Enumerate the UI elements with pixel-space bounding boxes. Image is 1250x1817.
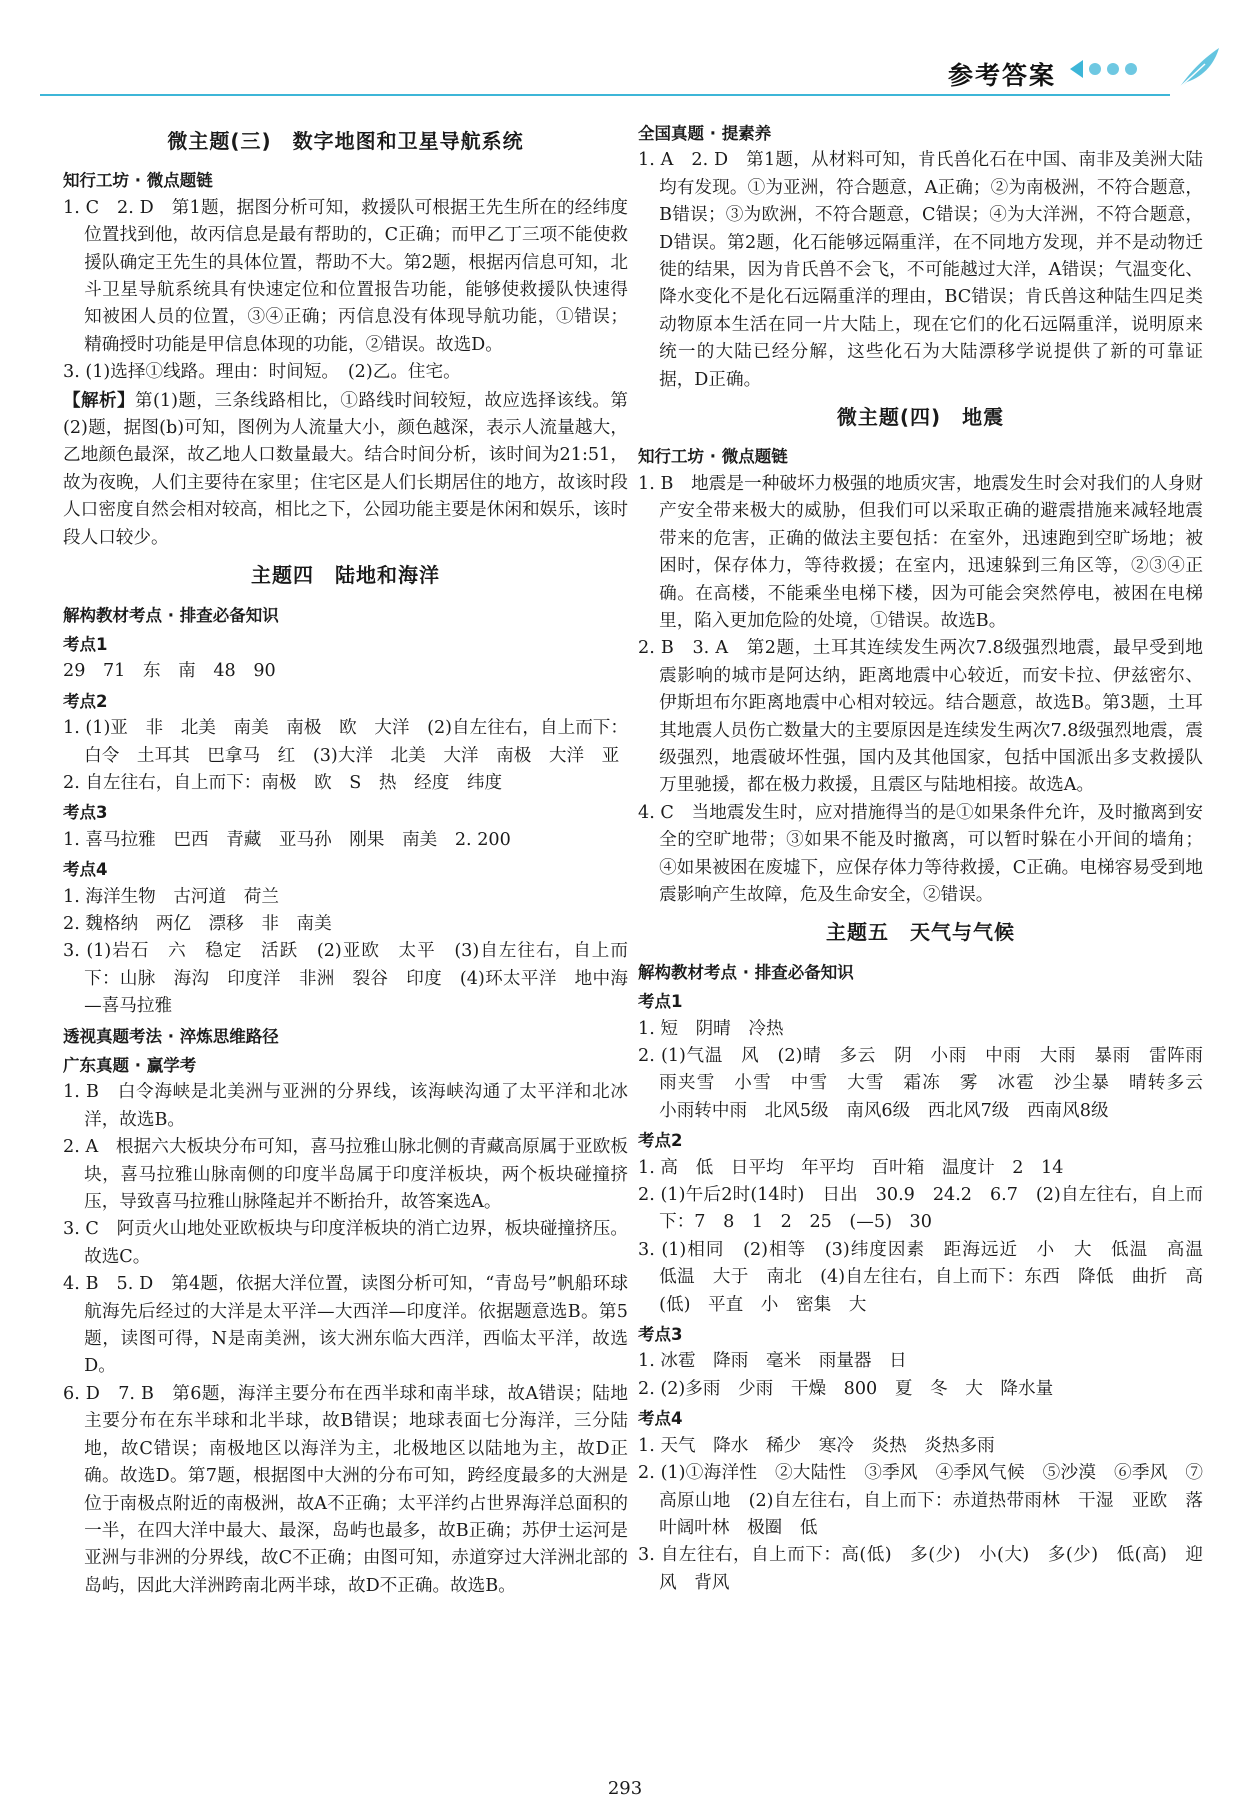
- answer-item: 1. A 2. D 第1题，从材料可知，肯氏兽化石在中国、南非及美洲大陆均有发现。①为亚洲，符合题意，A正确；②为南极洲，不符合题意，B错误；③为欧洲，不符合题意，C错误；④为大洋洲，不符合题意，D错误。第2题，化石能够远隔重洋，在不同地方发现，并不是动物迁徙的结果，因为肯氏兽不会飞，不可能越过大洋，A错误；气温变化、降水变化不是化石远隔重洋的理由，BC错误；肯氏兽这种陆生四足类动物原本生活在同一片大陆上，现在它们的化石远隔重洋，说明原来统一的大陆已经分解，这些化石为大陆漂移学说提供了新的可靠证据，D正确。: [638, 150, 1203, 390]
- section-title: 微主题(四) 地震: [836, 405, 1005, 430]
- answer-item: 1. 天气 降水 稀少 寒冷 炎热 炎热多雨: [638, 1435, 995, 1456]
- answer-item: 1. 喜马拉雅 巴西 青藏 亚马孙 刚果 南美 2. 200: [63, 829, 511, 850]
- kaodian-label: 考点4: [63, 860, 108, 880]
- answer-item: 1. 冰雹 降雨 毫米 雨量器 日: [638, 1351, 907, 1372]
- dot-icon: [1107, 63, 1119, 75]
- answer-item: 1. C 2. D 第1题，据图分析可知，救援队可根据王先生所在的经纬度位置找到他，故丙信息是最有帮助的，C正确；而甲乙丁三项不能使救援队确定王先生的具体位置，帮助不大。第2题，根据丙信息可知，北斗卫星导航系统具有快速定位和位置报告功能，能够使救援队快速得知被困人员的位置，③④正确；丙信息没有体现导航功能，①错误；精确授时功能是甲信息体现的功能，②错误。故选D。: [63, 197, 628, 355]
- page-number: 293: [607, 1778, 643, 1799]
- answer-item: 2. (1)①海洋性 ②大陆性 ③季风 ④季风气候 ⑤沙漠 ⑥季风 ⑦高原山地 (2)自左往右，自上而下：赤道热带雨林 干湿 亚欧 落叶阔叶林 极圈 低: [638, 1463, 1203, 1538]
- kaodian-label: 考点1: [638, 992, 683, 1012]
- kaodian-label: 考点1: [63, 634, 108, 654]
- answer-item: 1. B 地震是一种破坏力极强的地质灾害，地震发生时会对我们的人身财产安全带来极大的威胁，但我们可以采取正确的避震措施来减轻地震带来的危害，正确的做法主要包括：在室外，迅速跑到空旷场地；被困时，保存体力，等待救援；在室内，迅速躲到三角区等，②③④正确。在高楼，不能乘坐电梯下楼，因为可能会突然停电，被困在电梯里，陷入更加危险的处境，①错误。故选B。: [638, 473, 1203, 631]
- answer-item: 4. C 当地震发生时，应对措施得当的是①如果条件允许，及时撤离到安全的空旷地带；③如果不能及时撤离，可以暂时躲在小开间的墙角；④如果被困在废墟下，应保存体力等待救援，C正确。电梯容易受到地震影响产生故障，危及生命安全，②错误。: [638, 802, 1203, 905]
- kaodian-label: 考点3: [63, 803, 108, 823]
- analysis-block: [63, 387, 628, 552]
- subheading: 解构教材考点 · 排查必备知识: [638, 962, 854, 982]
- answer-item: 3. (1)岩石 六 稳定 活跃 (2)亚欧 太平 (3)自左往右，自上而下：山脉 海沟 印度洋 非洲 裂谷 印度 (4)环太平洋 地中海—喜马拉雅: [63, 941, 628, 1017]
- answer-item: 1. 高 低 日平均 年平均 百叶箱 温度计 2 14: [638, 1157, 1064, 1178]
- subheading: 解构教材考点 · 排查必备知识: [63, 605, 279, 625]
- answer-item: 2. B 3. A 第2题，土耳其连续发生两次7.8级强烈地震，最早受到地震影响的城市是阿达纳，距离地震中心较近，而安卡拉、伊兹密尔、伊斯坦布尔距离地震中心相对较远。结合题意，故选B。第3题，土耳其地震人员伤亡数量大的主要原因是连续发生两次7.8级强烈地震，震级强烈，地震破坏性强，国内及其他国家，包括中国派出多支救援队万里驰援，都在极力救援，且震区与陆地相接。故选A。: [638, 638, 1203, 796]
- answer-item: 2. (1)气温 风 (2)晴 多云 阴 小雨 中雨 大雨 暴雨 雷阵雨 雨夹雪 小雪 中雪 大雪 霜冻 雾 冰雹 沙尘暴 晴转多云 小雨转中雨 北风5级 南风6级 西北风7级 西南风8级: [638, 1046, 1221, 1121]
- answer-item: 2. (2)多雨 少雨 干燥 800 夏 冬 大 降水量: [638, 1378, 1054, 1399]
- subheading: 透视真题考法 · 淬炼思维路径: [63, 1026, 279, 1046]
- section-title: 主题五 天气与气候: [826, 920, 1015, 945]
- subheading: 全国真题 · 提素养: [638, 124, 772, 143]
- subheading: 知行工坊 · 微点题链: [63, 171, 213, 191]
- analysis-text: 第(1)题，三条线路相比，①路线时间较短，故应选择该线。第(2)题，据图(b)可知，图例为人流量大小，颜色越深，表示人流量越大，乙地颜色最深，故乙地人口数量最大。结合时间分析，该时间为21:51，故为夜晚，人们主要待在家里；住宅区是人们长期居住的地方，故该时段人口密度自然会相对较高，相比之下，公园功能主要是休闲和娱乐，该时段人口较少。: [63, 390, 628, 548]
- answer-item: 2. (1)午后2时(14时) 日出 30.9 24.2 6.7 (2)自左往右，自上而下：7 8 1 2 25 (—5) 30: [638, 1185, 1203, 1233]
- dot-icon: [1125, 63, 1137, 75]
- answer-item: 2. 自左往右，自上而下：南极 欧 S 热 经度 纬度: [63, 772, 503, 793]
- left-column: [63, 118, 628, 1600]
- analysis-label: 【解析】: [63, 389, 136, 411]
- answer-item: 1. 海洋生物 古河道 荷兰: [63, 886, 279, 907]
- answer-item: 2. A 根据六大板块分布可知，喜马拉雅山脉北侧的青藏高原属于亚欧板块，喜马拉雅山脉南侧的印度半岛属于印度洋板块，两个板块碰撞挤压，导致喜马拉雅山脉隆起并不断抬升，故答案选A。: [63, 1137, 628, 1213]
- header-rule: [40, 94, 1170, 96]
- answer-item: 1. 短 阴晴 冷热: [638, 1018, 784, 1039]
- feather-icon: [1175, 44, 1223, 92]
- kaodian-label: 考点4: [638, 1409, 683, 1429]
- answer-item: 3. 自左往右，自上而下：高(低) 多(少) 小(大) 多(少) 低(高) 迎风 背风: [638, 1545, 1203, 1593]
- answer-item: 1. B 白令海峡是北美洲与亚洲的分界线，该海峡沟通了太平洋和北冰洋，故选B。: [63, 1082, 628, 1130]
- answer-item: 6. D 7. B 第6题，海洋主要分布在西半球和南半球，故A错误；陆地主要分布在东半球和北半球，故B错误；地球表面七分海洋，三分陆地，故C错误；南极地区以海洋为主，北极地区以陆地为主，故D正确。故选D。第7题，根据图中大洲的分布可知，跨经度最多的大洲是位于南极点附近的南极洲，故A不正确；太平洋约占世界海洋总面积的一半，在四大洋中最大、最深，岛屿也最多，故B正确；苏伊士运河是亚洲与非洲的分界线，故C不正确；由图可知，赤道穿过大洋洲北部的岛屿，因此大洋洲跨南北两半球，故D不正确。故选B。: [63, 1383, 628, 1596]
- answer-item: 2. 魏格纳 两亿 漂移 非 南美: [63, 913, 332, 934]
- right-column: [638, 118, 1221, 1597]
- answer-item: 4. B 5. D 第4题，依据大洋位置，读图分析可知，“青岛号”帆船环球航海先后经过的大洋是太平洋—大西洋—印度洋。依据题意选B。第5题，读图可得，N是南美洲，该大洲东临大西洋，西临太平洋，故选D。: [63, 1274, 628, 1377]
- header-decoration: [1070, 60, 1137, 78]
- section-title: 微主题(三) 数字地图和卫星导航系统: [167, 129, 524, 153]
- answer-item: 3. (1)相同 (2)相等 (3)纬度因素 距海远近 小 大 低温 高温 低温 大于 南北 (4)自左往右，自上而下：东西 降低 曲折 高(低) 平直 小 密集 大: [638, 1239, 1221, 1315]
- answer-item: 1. (1)亚 非 北美 南美 南极 欧 大洋 (2)自左往右，自上而下：白令 土耳其 巴拿马 红 (3)大洋 北美 大洋 南极 大洋 亚: [63, 718, 628, 766]
- subheading: 知行工坊 · 微点题链: [638, 447, 788, 467]
- subheading: 广东真题 · 赢学考: [63, 1056, 197, 1075]
- triangle-icon: [1070, 60, 1083, 78]
- answer-item: 3. (1)选择①线路。理由：时间短。 (2)乙。住宅。: [63, 362, 461, 383]
- answer-item: 29 71 东 南 48 90: [63, 661, 276, 682]
- kaodian-label: 考点2: [63, 691, 108, 711]
- dot-icon: [1089, 63, 1101, 75]
- kaodian-label: 考点2: [638, 1131, 683, 1151]
- header-title: 参考答案: [948, 61, 1057, 90]
- section-title: 主题四 陆地和海洋: [251, 563, 440, 588]
- answer-item: 3. C 阿贡火山地处亚欧板块与印度洋板块的消亡边界，板块碰撞挤压。故选C。: [63, 1219, 628, 1267]
- kaodian-label: 考点3: [638, 1325, 683, 1345]
